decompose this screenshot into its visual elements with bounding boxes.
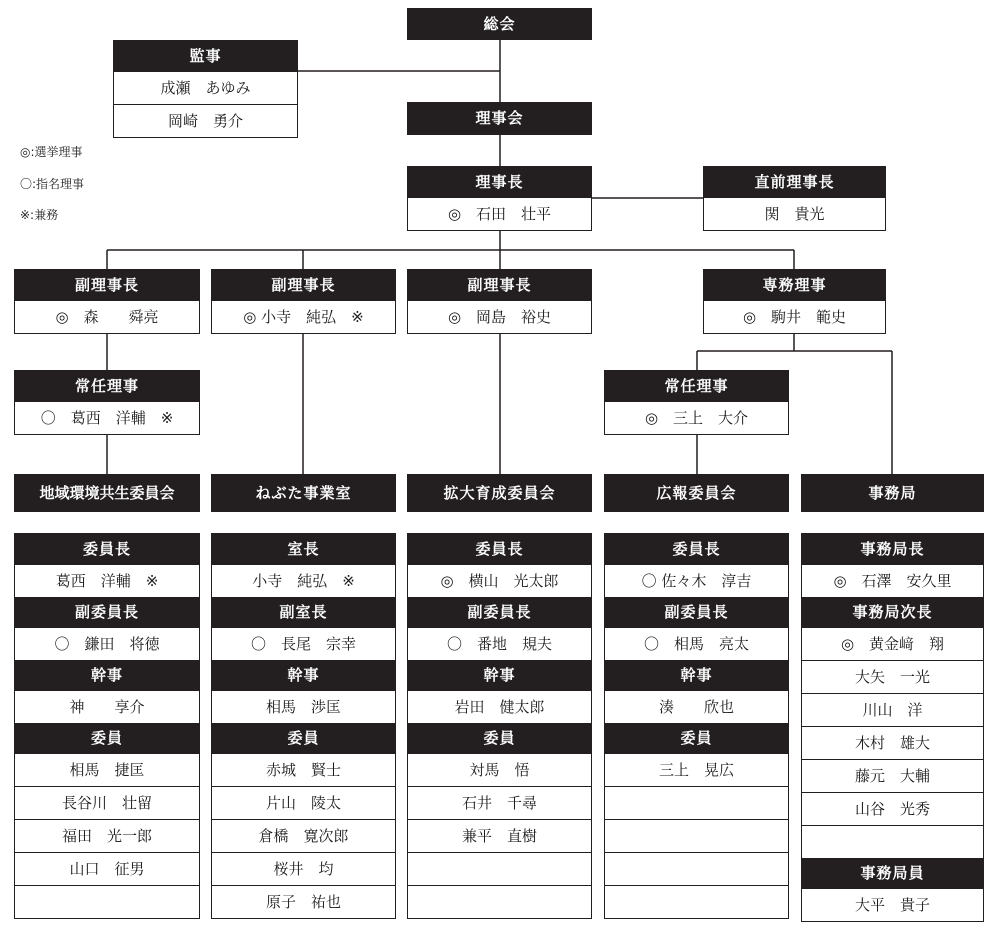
chairman-title: 理事長 (408, 167, 591, 198)
vice-chair-name: ◎ 森 舜亮 (55, 308, 159, 326)
section-title: 幹事 (212, 660, 395, 691)
former-chairman-title: 直前理事長 (704, 167, 885, 198)
section-title: 幹事 (605, 660, 788, 691)
member-name: 原子 祐也 (212, 885, 395, 918)
auditor-member: 成瀬 あゆみ (160, 79, 251, 97)
section-title: 委員長 (408, 534, 591, 565)
standing-director-name: 〇 葛西 洋輔 ※ (40, 409, 174, 427)
member-name: 赤城 賢士 (265, 761, 341, 779)
committee-name: ねぶた事業室 (255, 484, 352, 502)
member-name: 〇 鎌田 将徳 (54, 635, 160, 653)
member-name: ◎ 横山 光太郎 (440, 572, 559, 590)
member-name: 倉橋 寛次郎 (212, 819, 395, 852)
standing-director-title: 常任理事 (605, 371, 788, 402)
committee-member-table (211, 533, 396, 919)
former-chairman-box (703, 166, 886, 231)
member-name: 大平 貴子 (854, 896, 930, 914)
member-name: 〇 番地 規夫 (446, 635, 552, 653)
section-title: 委員長 (605, 534, 788, 565)
committee-name: 事務局 (868, 484, 917, 502)
member-name: 〇 長尾 宗幸 (250, 635, 356, 653)
executive-director-box (703, 269, 886, 334)
member-name: 〇 佐々木 淳吉 (641, 572, 752, 590)
section-title: 委員 (15, 723, 199, 754)
section-title: 副委員長 (605, 597, 788, 628)
committee-header (801, 474, 984, 512)
committee-name: 広報委員会 (656, 484, 737, 502)
committee-header (14, 474, 200, 512)
general-assembly-label: 総会 (483, 15, 516, 33)
member-name: 石井 千尋 (408, 786, 591, 819)
section-title: 副委員長 (15, 597, 199, 628)
committee-member-table (604, 533, 789, 919)
member-name: ◎ 石澤 安久里 (833, 572, 952, 590)
executive-director-title: 専務理事 (704, 270, 885, 301)
vice-chair-box (407, 269, 592, 334)
section-title: 幹事 (15, 660, 199, 691)
member-name: 小寺 純弘 ※ (252, 572, 355, 590)
legend-elected: ◎:選挙理事 (20, 145, 83, 159)
member-name (605, 852, 788, 885)
board-label: 理事会 (475, 109, 524, 127)
section-title: 委員 (605, 723, 788, 754)
committee-name: 地域環境共生委員会 (39, 484, 175, 502)
committee-member-table (407, 533, 592, 919)
section-title: 副委員長 (408, 597, 591, 628)
member-name: 桜井 均 (212, 852, 395, 885)
standing-director-name: ◎ 三上 大介 (644, 409, 749, 427)
member-name: 相馬 渉匡 (265, 698, 341, 716)
member-name: 福田 光一郎 (15, 819, 199, 852)
member-name: 山口 征男 (15, 852, 199, 885)
committee-member-table (14, 533, 200, 919)
committee-member-table (801, 533, 984, 922)
member-name: 三上 晃広 (658, 761, 734, 779)
member-name: 相馬 捷匡 (69, 761, 145, 779)
general-assembly-box (407, 8, 592, 40)
committee-name: 拡大育成委員会 (443, 484, 556, 502)
member-name: 湊 欣也 (658, 698, 734, 716)
member-name (408, 852, 591, 885)
board-box (407, 102, 592, 135)
member-name: 長谷川 壮留 (15, 786, 199, 819)
member-name: 木村 雄大 (802, 726, 983, 759)
member-name: 神 享介 (69, 698, 145, 716)
committee-header (211, 474, 396, 512)
standing-director-title: 常任理事 (15, 371, 199, 402)
auditor-box (113, 40, 298, 138)
member-name: 葛西 洋輔 ※ (55, 572, 159, 590)
member-name (605, 786, 788, 819)
section-title: 事務局員 (802, 858, 983, 889)
section-title: 副室長 (212, 597, 395, 628)
member-name: ◎ 黄金﨑 翔 (840, 635, 945, 653)
section-title: 委員長 (15, 534, 199, 565)
vice-chair-title: 副理事長 (15, 270, 199, 301)
member-name: 〇 相馬 亮太 (643, 635, 749, 653)
section-title: 事務局長 (802, 534, 983, 565)
vice-chair-title: 副理事長 (408, 270, 591, 301)
member-name: 藤元 大輔 (802, 759, 983, 792)
standing-director-box (14, 370, 200, 435)
vice-chair-box (14, 269, 200, 334)
member-name: 岩田 健太郎 (454, 698, 545, 716)
section-title: 事務局次長 (802, 597, 983, 628)
member-name: 大矢 一光 (802, 660, 983, 693)
member-name (605, 885, 788, 918)
legend-concurrent: ※:兼務 (20, 208, 59, 222)
executive-director-name: ◎ 駒井 範史 (742, 308, 847, 326)
standing-director-box (604, 370, 789, 435)
member-name (802, 825, 983, 858)
member-name (605, 819, 788, 852)
chairman-box (407, 166, 592, 231)
member-name: 兼平 直樹 (408, 819, 591, 852)
section-title: 委員 (212, 723, 395, 754)
vice-chair-title: 副理事長 (212, 270, 395, 301)
chairman-name: ◎ 石田 壮平 (447, 205, 552, 223)
vice-chair-name: ◎ 岡島 裕史 (447, 308, 552, 326)
committee-header (407, 474, 592, 512)
member-name (15, 885, 199, 918)
member-name: 川山 洋 (802, 693, 983, 726)
member-name (408, 885, 591, 918)
committee-header (604, 474, 789, 512)
section-title: 委員 (408, 723, 591, 754)
member-name: 片山 陵太 (212, 786, 395, 819)
vice-chair-box (211, 269, 396, 334)
auditor-member: 岡崎 勇介 (114, 104, 297, 137)
legend-appointed: 〇:指名理事 (20, 177, 85, 191)
former-chairman-name: 関 貴光 (764, 205, 825, 223)
section-title: 室長 (212, 534, 395, 565)
section-title: 幹事 (408, 660, 591, 691)
member-name: 山谷 光秀 (802, 792, 983, 825)
member-name: 対馬 悟 (469, 761, 530, 779)
auditor-title: 監事 (114, 41, 297, 72)
vice-chair-name: ◎ 小寺 純弘 ※ (243, 308, 364, 326)
